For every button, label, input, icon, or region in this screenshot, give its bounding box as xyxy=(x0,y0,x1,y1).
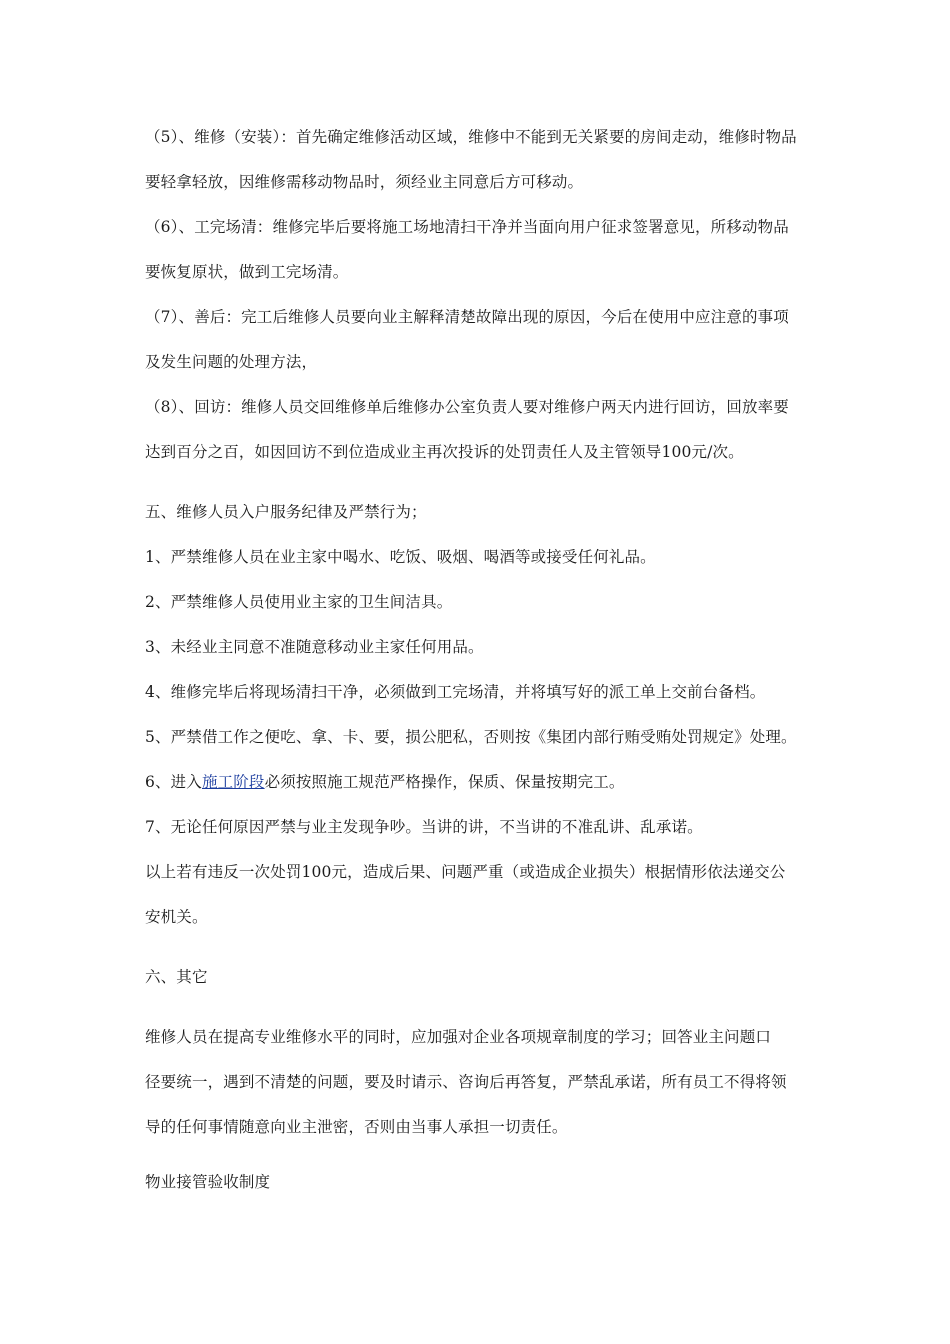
section-5-heading: 五、维修人员入户服务纪律及严禁行为； xyxy=(145,503,427,521)
paragraph-7-line-2: 及发生问题的处理方法， xyxy=(145,353,318,371)
paragraph-6-line-1: （6）、工完场清：维修完毕后要将施工场地清扫干净并当面向用户征求签署意见，所移动物品 xyxy=(145,218,789,236)
next-section-title: 物业接管验收制度 xyxy=(145,1173,271,1191)
paragraph-5-line-2: 要轻拿轻放，因维修需移动物品时，须经业主同意后方可移动。 xyxy=(145,173,584,191)
rule-item-3: 3、未经业主同意不准随意移动业主家任何用品。 xyxy=(145,638,484,656)
rule-item-2: 2、严禁维修人员使用业主家的卫生间洁具。 xyxy=(145,593,453,611)
construction-phase-link[interactable]: 施工阶段 xyxy=(201,773,265,791)
section-6-line-1: 维修人员在提高专业维修水平的同时，应加强对企业各项规章制度的学习；回答业主问题口 xyxy=(145,1028,772,1046)
rule-item-5: 5、严禁借工作之便吃、拿、卡、要，损公肥私，否则按《集团内部行贿受贿处罚规定》处理。 xyxy=(145,728,797,746)
rule-item-1: 1、严禁维修人员在业主家中喝水、吃饭、吸烟、喝酒等或接受任何礼品。 xyxy=(145,548,656,566)
paragraph-8-line-2: 达到百分之百，如因回访不到位造成业主再次投诉的处罚责任人及主管领导100元/次。 xyxy=(145,443,744,461)
rule-item-4: 4、维修完毕后将现场清扫干净，必须做到工完场清，并将填写好的派工单上交前台备档。 xyxy=(145,683,766,701)
penalty-note-line-2: 安机关。 xyxy=(145,908,208,926)
section-6-line-3: 导的任何事情随意向业主泄密，否则由当事人承担一切责任。 xyxy=(145,1118,568,1136)
paragraph-6-line-2: 要恢复原状，做到工完场清。 xyxy=(145,263,349,281)
section-6-line-2: 径要统一，遇到不清楚的问题，要及时请示、咨询后再答复，严禁乱承诺，所有员工不得将领 xyxy=(145,1073,787,1091)
rule-item-6 xyxy=(145,772,810,792)
rule-item-6-prefix: 6、进入 xyxy=(145,773,202,791)
paragraph-5-line-1: （5）、维修（安装）：首先确定维修活动区域，维修中不能到无关紧要的房间走动，维修时物品 xyxy=(145,128,797,146)
penalty-note-line-1: 以上若有违反一次处罚100元，造成后果、问题严重（或造成企业损失）根据情形依法递交公 xyxy=(145,863,786,881)
paragraph-7-line-1: （7）、善后：完工后维修人员要向业主解释清楚故障出现的原因，今后在使用中应注意的事项 xyxy=(145,308,789,326)
section-6-heading: 六、其它 xyxy=(145,968,208,986)
rule-item-6-suffix: 必须按照施工规范严格操作，保质、保量按期完工。 xyxy=(264,773,625,791)
rule-item-7: 7、无论任何原因严禁与业主发现争吵。当讲的讲，不当讲的不准乱讲、乱承诺。 xyxy=(145,818,703,836)
paragraph-8-line-1: （8）、回访：维修人员交回维修单后维修办公室负责人要对维修户两天内进行回访，回放率要 xyxy=(145,398,789,416)
